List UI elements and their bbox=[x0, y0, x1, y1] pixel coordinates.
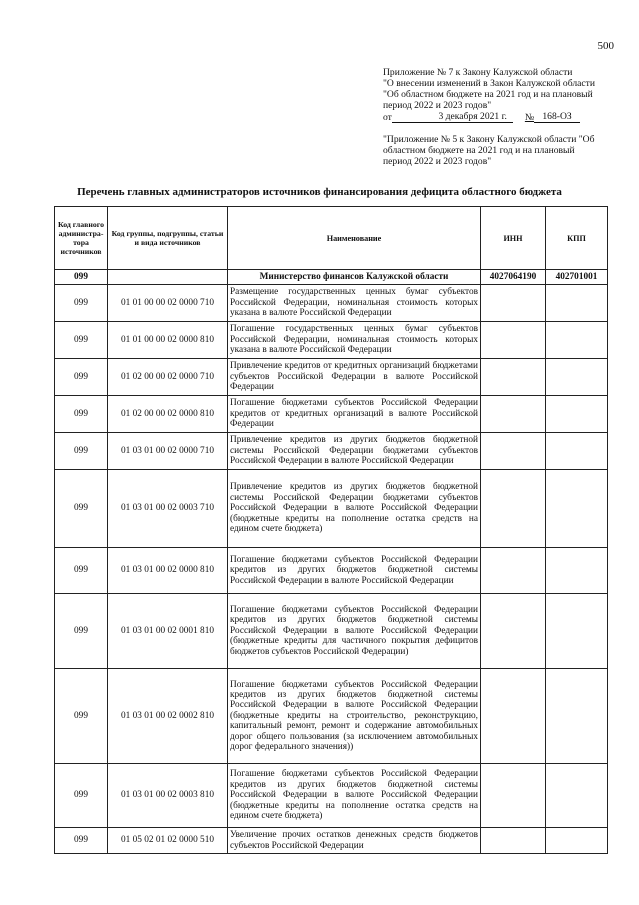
appendix-line: "Об областном бюджете на 2021 год и на плановый bbox=[383, 89, 593, 100]
cell-name: Погашение бюджетами субъектов Российской Федерации кредитов из других бюджетов бюджетной системы Российской Федерации в валюте Российской Федерации (бюджетные кредиты на строительство, реконструкцию, капитальный ремонт, ремонт и содержание автомобильных дорог общего пользования (за исключением автомобильных дорог федерального значения)) bbox=[228, 669, 481, 764]
appendix-line: Приложение № 7 к Закону Калужской области bbox=[383, 67, 573, 78]
law-date: 3 декабря 2021 г. bbox=[392, 111, 513, 123]
cell-admin-code: 099 bbox=[55, 322, 108, 359]
appendix-line: период 2022 и 2023 годов" bbox=[383, 100, 492, 111]
cell-kpp bbox=[546, 433, 608, 470]
cell-group-code: 01 05 02 01 02 0000 510 bbox=[108, 828, 228, 854]
cell-admin-code: 099 bbox=[55, 828, 108, 854]
table-row bbox=[55, 669, 608, 764]
cell-name: Погашение бюджетами субъектов Российской Федерации кредитов от кредитных организаций в валюте Российской Федерации bbox=[228, 396, 481, 433]
cell-inn bbox=[481, 359, 546, 396]
cell-admin-code: 099 bbox=[55, 359, 108, 396]
cell-inn bbox=[481, 285, 546, 322]
table-row bbox=[55, 322, 608, 359]
cell-group-code: 01 03 01 00 02 0000 710 bbox=[108, 433, 228, 470]
header-group-code: Код группы, подгруппы, статьи и вида источников bbox=[108, 207, 228, 270]
cell-admin-code: 099 bbox=[55, 270, 108, 285]
table-row bbox=[55, 828, 608, 854]
cell-kpp: 402701001 bbox=[546, 270, 608, 285]
appendix-header bbox=[383, 67, 618, 167]
law-number: 168-ОЗ bbox=[534, 111, 580, 123]
cell-kpp bbox=[546, 470, 608, 548]
cell-admin-code: 099 bbox=[55, 433, 108, 470]
cell-admin-code: 099 bbox=[55, 764, 108, 828]
header-name: Наименование bbox=[228, 207, 481, 270]
cell-admin-code: 099 bbox=[55, 470, 108, 548]
cell-kpp bbox=[546, 764, 608, 828]
table-row bbox=[55, 470, 608, 548]
cell-inn bbox=[481, 433, 546, 470]
document-title: Перечень главных администраторов источников финансирования дефицита областного бюджета bbox=[77, 186, 562, 198]
cell-kpp bbox=[546, 548, 608, 594]
table-header-row bbox=[55, 207, 608, 270]
cell-inn bbox=[481, 548, 546, 594]
cell-inn bbox=[481, 470, 546, 548]
previous-appendix bbox=[383, 134, 618, 167]
cell-inn: 4027064190 bbox=[481, 270, 546, 285]
administrators-table bbox=[54, 206, 608, 854]
table-row bbox=[55, 548, 608, 594]
table-row bbox=[55, 433, 608, 470]
from-label: от bbox=[383, 112, 392, 123]
cell-inn bbox=[481, 669, 546, 764]
header-inn: ИНН bbox=[481, 207, 546, 270]
cell-group-code: 01 01 00 00 02 0000 710 bbox=[108, 285, 228, 322]
cell-kpp bbox=[546, 828, 608, 854]
cell-group-code: 01 03 01 00 02 0002 810 bbox=[108, 669, 228, 764]
prev-line: "Приложение № 5 к Закону Калужской области "Об bbox=[383, 134, 595, 145]
cell-name: Увеличение прочих остатков денежных средств бюджетов субъектов Российской Федерации bbox=[228, 828, 481, 854]
cell-kpp bbox=[546, 396, 608, 433]
table-row bbox=[55, 285, 608, 322]
cell-group-code bbox=[108, 270, 228, 285]
cell-name: Размещение государственных ценных бумаг субъектов Российской Федерации, номинальная стоимость которых указана в валюте Российской Федерации bbox=[228, 285, 481, 322]
cell-kpp bbox=[546, 359, 608, 396]
cell-group-code: 01 02 00 00 02 0000 710 bbox=[108, 359, 228, 396]
prev-line: период 2022 и 2023 годов" bbox=[383, 156, 492, 167]
header-kpp: КПП bbox=[546, 207, 608, 270]
cell-inn bbox=[481, 396, 546, 433]
table-row bbox=[55, 359, 608, 396]
table-row bbox=[55, 764, 608, 828]
cell-name: Министерство финансов Калужской области bbox=[228, 270, 481, 285]
appendix-line: "О внесении изменений в Закон Калужской области bbox=[383, 78, 596, 89]
cell-inn bbox=[481, 594, 546, 669]
cell-inn bbox=[481, 828, 546, 854]
cell-inn bbox=[481, 764, 546, 828]
cell-name: Привлечение кредитов от кредитных организаций бюджетами субъектов Российской Федерации в валюте Российской Федерации bbox=[228, 359, 481, 396]
cell-kpp bbox=[546, 322, 608, 359]
ministry-row bbox=[55, 270, 608, 285]
cell-name: Привлечение кредитов из других бюджетов бюджетной системы Российской Федерации бюджетами субъектов Российской Федерации в валюте Российской Федерации bbox=[228, 433, 481, 470]
cell-name: Привлечение кредитов из других бюджетов бюджетной системы Российской Федерации бюджетами субъектов Российской Федерации в валюте Российской Федерации (бюджетные кредиты на пополнение остатка средств на едином счете бюджета) bbox=[228, 470, 481, 548]
cell-admin-code: 099 bbox=[55, 669, 108, 764]
cell-group-code: 01 03 01 00 02 0001 810 bbox=[108, 594, 228, 669]
cell-kpp bbox=[546, 669, 608, 764]
cell-group-code: 01 03 01 00 02 0003 710 bbox=[108, 470, 228, 548]
cell-name: Погашение бюджетами субъектов Российской Федерации кредитов из других бюджетов бюджетной системы Российской Федерации в валюте Российской Федерации bbox=[228, 548, 481, 594]
cell-kpp bbox=[546, 285, 608, 322]
page-number: 500 bbox=[597, 40, 614, 52]
header-admin-code: Код главного администра-тора источников bbox=[55, 207, 108, 270]
cell-group-code: 01 03 01 00 02 0003 810 bbox=[108, 764, 228, 828]
cell-group-code: 01 01 00 00 02 0000 810 bbox=[108, 322, 228, 359]
prev-line: областном бюджете на 2021 год и на плановый bbox=[383, 145, 575, 156]
table-row bbox=[55, 396, 608, 433]
law-date-number bbox=[383, 111, 618, 123]
cell-name: Погашение бюджетами субъектов Российской Федерации кредитов из других бюджетов бюджетной системы Российской Федерации в валюте Российской Федерации (бюджетные кредиты для частичного покрытия дефицитов бюджетов субъектов Российской Федерации) bbox=[228, 594, 481, 669]
cell-kpp bbox=[546, 594, 608, 669]
cell-group-code: 01 02 00 00 02 0000 810 bbox=[108, 396, 228, 433]
cell-inn bbox=[481, 322, 546, 359]
cell-admin-code: 099 bbox=[55, 285, 108, 322]
table-row bbox=[55, 594, 608, 669]
cell-admin-code: 099 bbox=[55, 594, 108, 669]
cell-name: Погашение бюджетами субъектов Российской Федерации кредитов из других бюджетов бюджетной системы Российской Федерации в валюте Российской Федерации (бюджетные кредиты на пополнение остатка средств на едином счете бюджета) bbox=[228, 764, 481, 828]
number-sign: № bbox=[524, 112, 535, 123]
cell-admin-code: 099 bbox=[55, 548, 108, 594]
cell-name: Погашение государственных ценных бумаг субъектов Российской Федерации, номинальная стоимость которых указана в валюте Российской Федерации bbox=[228, 322, 481, 359]
cell-admin-code: 099 bbox=[55, 396, 108, 433]
cell-group-code: 01 03 01 00 02 0000 810 bbox=[108, 548, 228, 594]
